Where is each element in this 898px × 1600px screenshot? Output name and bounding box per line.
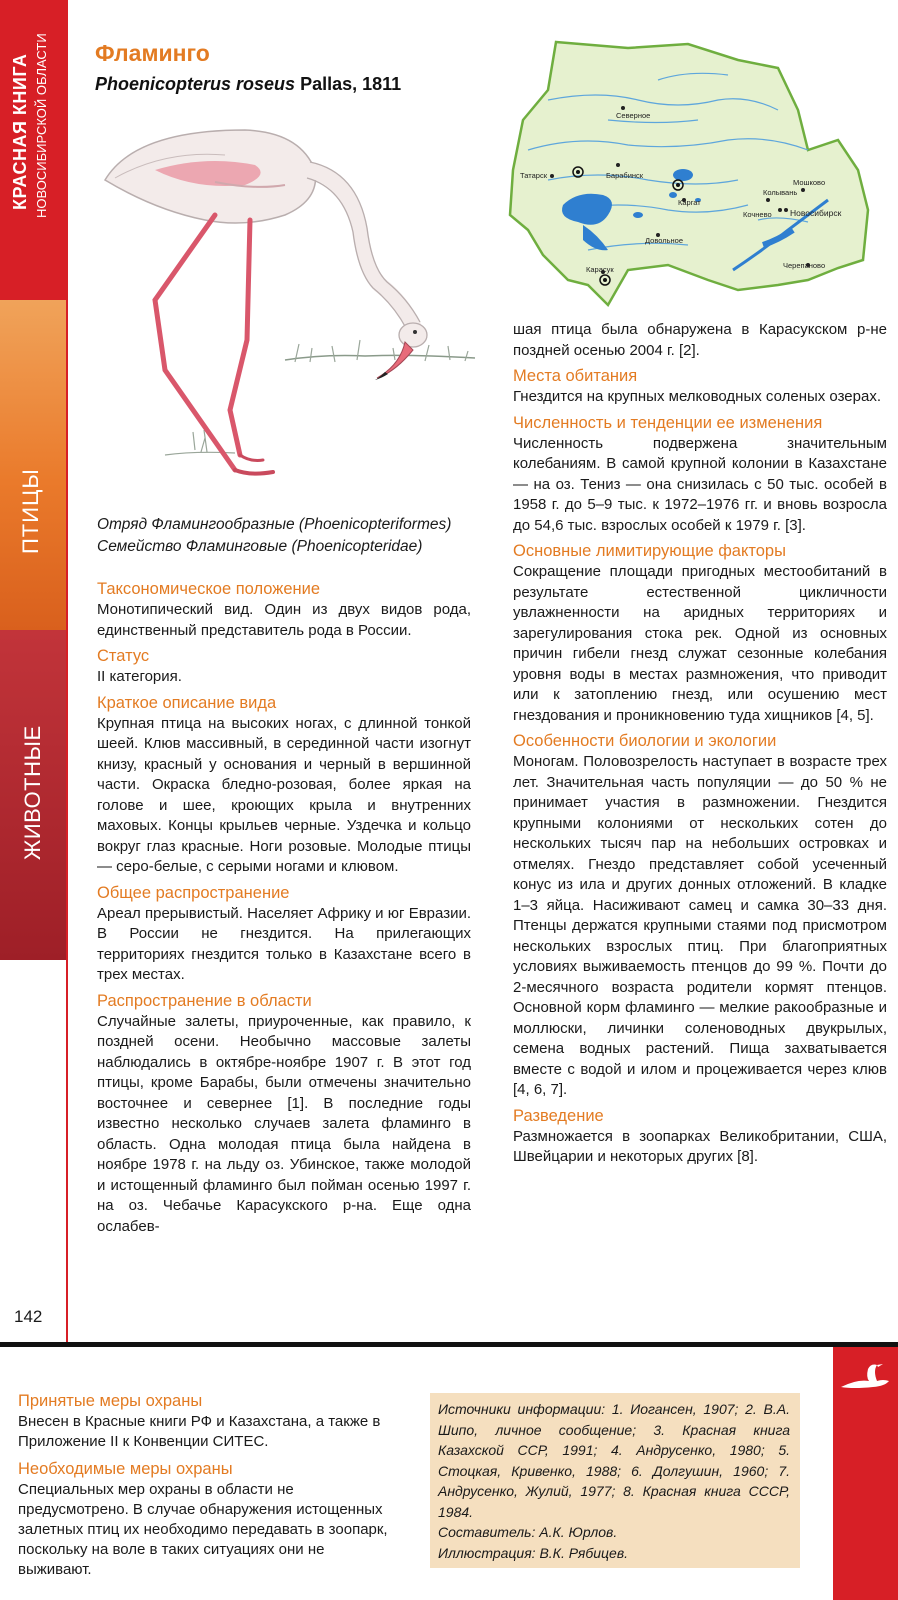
illustrator-credit: Иллюстрация: В.К. Рябицев. bbox=[438, 1544, 629, 1561]
map-label-barabinsk: Барабинск bbox=[606, 171, 644, 180]
book-subtitle: НОВОСИБИРСКОЙ ОБЛАСТИ bbox=[34, 33, 49, 218]
page-number: 142 bbox=[14, 1307, 43, 1326]
section-heading-limiting-factors: Основные лимитирующие факторы bbox=[513, 542, 786, 560]
map-label-kochnevo: Кочнево bbox=[743, 210, 772, 219]
section-heading-general-range: Общее распространение bbox=[97, 883, 290, 902]
book-title: КРАСНАЯ КНИГА bbox=[10, 53, 30, 210]
section-text-limiting-factors: Сокращение площади пригодных местообитаний в результате естественной цикличности увлажненности на аридных территориях и зарегулирования стока рек. Одной из основных причин гибели гнезд служат сезонные колебания уровня воды в местах размножения, что приводит или к затоплению гнезд, или осушению мест гнездования и проникновению туда хищников [4, 5]. bbox=[513, 563, 887, 724]
section-text-general-range: Ареал прерывистый. Населяет Африку и юг Евразии. В России не гнездится. На прилегающих территориях гнездится только в Казахстане всего в трех местах. bbox=[97, 904, 471, 983]
map-label-karasuk: Карасук bbox=[586, 265, 614, 274]
map-label-novosibirsk: Новосибирск bbox=[790, 208, 842, 218]
measures-taken-text: Внесен в Красные книги РФ и Казахстана, а также в Приложение II к Конвенции СИТЕС. bbox=[18, 1413, 381, 1450]
bottom-divider bbox=[0, 1342, 898, 1347]
class-label-animals: ЖИВОТНЫЕ bbox=[20, 725, 45, 860]
section-text-population: Численность подвержена значительным колебаниям. В самой крупной колонии в Казахстане — на оз. Тениз — она снизилась с 50 тыс. особей в 1958 г. до 5–9 тыс. к 1972–1976 гг. и вновь возросла до 54,6 тыс. взрослых особей к 1979 г. [3]. bbox=[513, 434, 887, 534]
section-heading-status: Статус bbox=[97, 647, 150, 665]
bird-icon bbox=[833, 1357, 898, 1397]
section-heading-taxonomy: Таксономическое положение bbox=[97, 580, 321, 598]
section-heading-population: Численность и тенденции ее изменения bbox=[513, 413, 823, 432]
section-text-breeding: Размножается в зоопарках Великобритании, США, Швейцарии и некоторых других [8]. bbox=[513, 1127, 887, 1165]
section-heading-habitat: Места обитания bbox=[513, 367, 638, 385]
section-heading-regional-range: Распространение в области bbox=[97, 991, 312, 1010]
map-label-dovolnoe: Довольное bbox=[645, 236, 684, 245]
measures-needed-heading: Необходимые меры охраны bbox=[18, 1460, 233, 1478]
section-text-taxonomy: Монотипический вид. Один из двух видов рода, единственный представитель рода в России. bbox=[97, 601, 471, 639]
section-text-habitat: Гнездится на крупных мелководных соленых озерах. bbox=[513, 388, 881, 405]
class-label-birds: ПТИЦЫ bbox=[18, 468, 43, 554]
page-spine bbox=[0, 0, 66, 1342]
regional-range-continuation: шая птица была обнаружена в Карасукском р-не поздней осенью 2004 г. [2]. bbox=[513, 321, 887, 359]
flamingo-illustration bbox=[95, 110, 485, 510]
map-label-cherepanovo: Черепаново bbox=[783, 261, 826, 270]
right-column bbox=[513, 320, 887, 1172]
compiler-credit: Составитель: А.К. Юрлов. bbox=[438, 1524, 618, 1540]
red-side-tab bbox=[833, 1347, 898, 1600]
map-label-kolyvan: Колывань bbox=[763, 188, 798, 197]
section-text-status: II категория. bbox=[97, 668, 182, 685]
left-column bbox=[97, 578, 471, 1241]
distribution-map bbox=[508, 40, 888, 312]
section-text-biology: Моногам. Половозрелость наступает в возрасте трех лет. Значительная часть популяции — до 50 % не принимает участия в размножении. Гнездится крупными колониями от нескольких сотен до нескольких тысяч пар на небольших островках и отмелях. Гнездо представляет собой усеченный конус из ила и других донных отложений. В кладке 1–3 яйца. Насиживают самец и самка 30–33 дня. Птенцы держатся крупными стаями под присмотром нескольких взрослых птиц. При благоприятных условиях выживаемость птенцов до 99 %. Почти до 2-месячного возраста родители кормят птенцов. Основной корм фламинго — мелкие ракообразные и моллюски, личинки соленоводных двукрылых, семена водных растений. Пища захватывается вместе с водой и илом и процеживается через клюв [4, 6, 7]. bbox=[513, 753, 887, 1098]
map-label-kargat: Каргат bbox=[678, 198, 701, 207]
measures-taken-heading: Принятые меры охраны bbox=[18, 1392, 203, 1410]
section-heading-biology: Особенности биологии и экологии bbox=[513, 732, 777, 750]
latin-author: Pallas, 1811 bbox=[300, 74, 402, 94]
order-line: Отряд Фламингообразные (Phoenicopteriformes) bbox=[97, 516, 452, 533]
map-label-moshkovo: Мошково bbox=[793, 178, 826, 187]
conservation-measures bbox=[18, 1390, 390, 1586]
species-latin-name bbox=[95, 74, 401, 95]
section-text-description: Крупная птица на высоких ногах, с длинной тонкой шеей. Клюв массивный, в серединной части изогнут книзу, красный у основания и черный в вершинной части. Окраска бледно-розовая, более яркая на голове и шее, кроющих крыла и внутренних маховых. Концы крыльев черные. Уздечка и кольцо вокруг глаз красные. Ноги розовые. Молодые птицы — серо-белые, с серыми ногами и клювом. bbox=[97, 714, 471, 875]
latin-binomial: Phoenicopterus roseus bbox=[95, 74, 296, 94]
measures-needed-text: Специальных мер охраны в области не предусмотрено. В случае обнаружения истощенных залетных птиц их необходимо передавать в зоопарк, поскольку на воле в таких ситуациях они не выживают. bbox=[18, 1481, 388, 1578]
sources-box bbox=[430, 1393, 800, 1568]
sources-text: Источники информации: 1. Иогансен, 1907; 2. В.А. Шипо, личное сообщение; 3. Красная книга Казахской ССР, 1991; 4. Андрусенко, 1980; 5. Стоцкая, Кривенко, 1988; 6. Долгушин, 1960; 7. Андрусенко, Жулий, 1977; 8. Красная книга СССР, 1984. bbox=[438, 1401, 790, 1520]
map-label-severnoe: Северное bbox=[616, 111, 651, 120]
species-title: Фламинго bbox=[95, 40, 210, 66]
section-text-regional-range: Случайные залеты, приуроченные, как правило, к поздней осени. Необычно массовые залеты наблюдались в октябре-ноябре 1907 г. В этот год птицы, кроме Барабы, были отмечены значительно восточнее и севернее [1]. В последние годы известно несколько случаев залета фламинго в область. Одна молодая птица была найдена в ноябре 1978 г. на льду оз. Убинское, также молодой и истощенный фламинго был пойман осенью 1997 г. на оз. Чебачье Карасукского р-на. Еще одна ослабев- bbox=[97, 1012, 471, 1235]
taxonomy-lines bbox=[97, 514, 497, 558]
section-heading-description: Краткое описание вида bbox=[97, 693, 277, 712]
family-line: Семейство Фламинговые (Phoenicopteridae) bbox=[97, 538, 423, 555]
map-label-tatarsk: Татарск bbox=[520, 171, 547, 180]
section-heading-breeding: Разведение bbox=[513, 1106, 604, 1125]
